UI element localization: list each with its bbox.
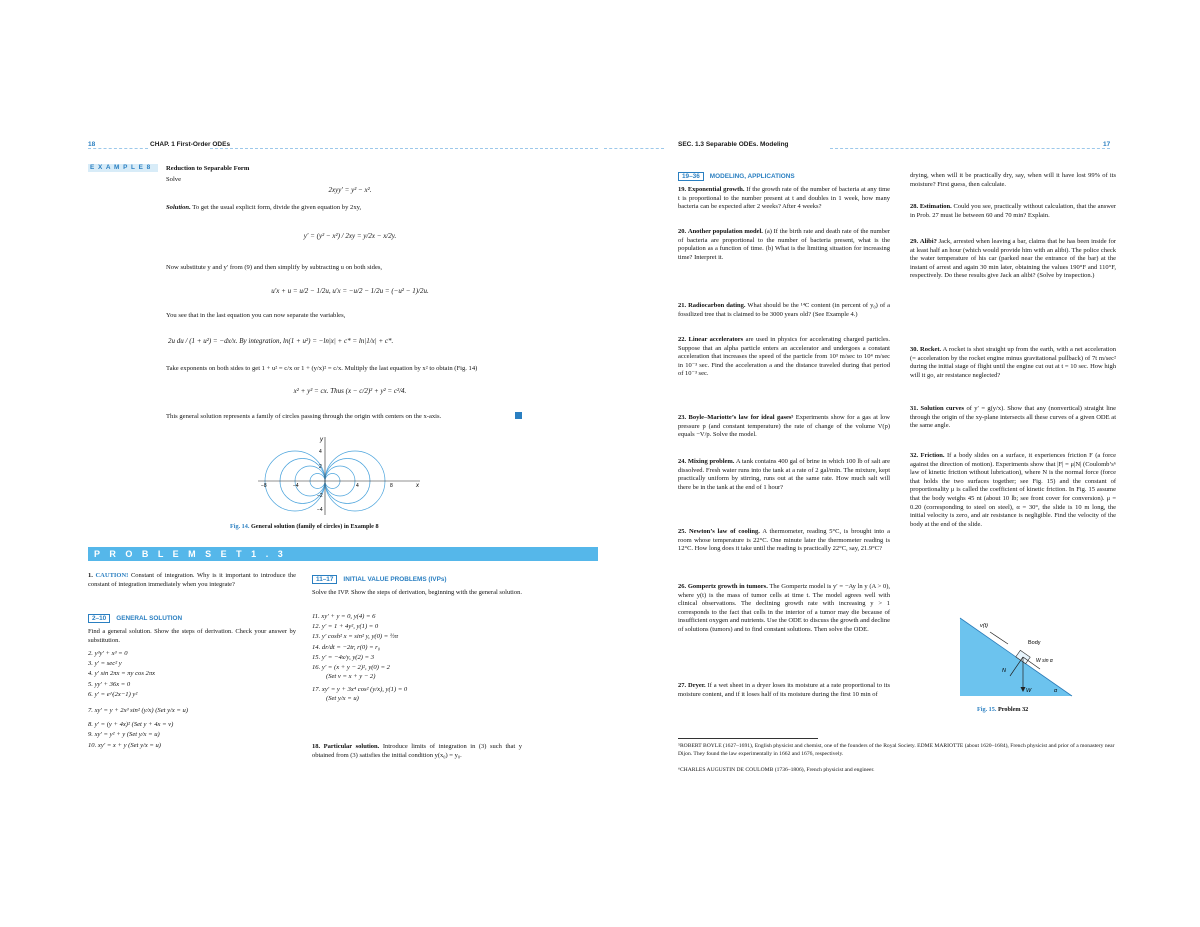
problem-number: 20. xyxy=(678,228,687,235)
problem-21 xyxy=(678,302,890,319)
problem-text: If a wet sheet in a dryer loses its moisture at a rate proportional to its moisture content, and if it loses half of its moisture during the first 10 min of xyxy=(678,682,890,698)
problem-28 xyxy=(910,203,1116,220)
problem-text: are used in physics for accelerating charged particles. Suppose that an alpha particle enters an accelerator and undergoes a constant acceleration that increases the speed of the particle from 10³ m/sec to 10⁴ m/sec in 10⁻³ sec. Find the acceleration a and the distance traveled during that period of 10⁻³ sec. xyxy=(678,336,890,378)
problem-27 xyxy=(678,682,890,699)
problem-text: (a) If the birth rate and death rate of the number of bacteria are proportional to the number of bacteria present, what is the population as a function of time. (b) What is the limiting situation for increasing time? Interpret it. xyxy=(678,228,891,261)
figure-15-caption-text: Problem 32 xyxy=(997,706,1029,713)
problem-number: 18. xyxy=(312,743,321,750)
ivp-list xyxy=(312,612,532,703)
problem-text: If the growth rate of the number of bacteria at any time t is proportional to the number present at t and doubles in 1 week, how many bacteria can be expected after 2 weeks? After 4 weeks? xyxy=(678,186,891,211)
normal-label: N xyxy=(1002,668,1006,674)
problem-25 xyxy=(678,528,890,554)
problem-item: 7. xy′ = y + 2x³ sin² (y/x) (Set y/x = u) xyxy=(88,707,189,715)
section-title: MODELING, APPLICATIONS xyxy=(709,173,795,180)
section-range: 19–36 xyxy=(678,172,704,181)
problem-text: of y′ = g(y/x). Show that any (nonvertical) straight line through the origin of the xy-plane intersects all these curves of a given ODE at the same angle. xyxy=(910,405,1116,430)
problem-title: Alibi? xyxy=(919,238,937,245)
problem-24 xyxy=(678,458,890,492)
problem-set-band: P R O B L E M S E T 1 . 3 xyxy=(88,547,598,561)
problem-hint: (Set y/x = u) xyxy=(326,695,359,703)
section-title: INITIAL VALUE PROBLEMS (IVPs) xyxy=(343,576,447,583)
weight-label: W xyxy=(1026,688,1032,694)
header-rule xyxy=(830,148,1110,149)
problem-31 xyxy=(910,405,1116,431)
problem-number: 27. xyxy=(678,682,687,689)
problem-number: 22. xyxy=(678,336,687,343)
problem-number: 30. xyxy=(910,346,919,353)
problem-item: 4. y′ sin 2πx = πy cos 2πx xyxy=(88,670,156,678)
footnote-5: ⁵ROBERT BOYLE (1627–1691), English physicist and chemist, one of the founders of the Royal Society. EDME MARIOTTE (about 1620–1684), French physicist and prior of a monastery near Dijon. They found the law experimentally in 1662 and 1676, respectively. xyxy=(678,743,1115,757)
problem-23 xyxy=(678,414,890,440)
section-range: 11–17 xyxy=(312,575,337,584)
figure-14-caption-text: General solution (family of circles) in Example 8 xyxy=(250,523,379,530)
figure-15-caption xyxy=(977,706,1028,714)
problem-number: 26. xyxy=(678,583,687,590)
problem-number: 21. xyxy=(678,302,687,309)
sin-label: W sin α xyxy=(1036,658,1053,664)
y-tick-label: 2 xyxy=(319,464,322,470)
problem-26 xyxy=(678,583,890,635)
modeling-heading xyxy=(678,172,795,181)
x-axis-label: x xyxy=(416,483,419,489)
problem-item: 11. xy′ + y = 0, y(4) = 6 xyxy=(312,613,376,620)
general-solution-instructions: Find a general solution. Show the steps of derivation. Check your answer by substitution. xyxy=(88,628,296,644)
section-range: 2–10 xyxy=(88,614,110,623)
problem-title: Rocket. xyxy=(920,346,942,353)
problem-title: Another population model. xyxy=(687,228,763,235)
problem-item: 15. y′ = −4x/y, y(2) = 3 xyxy=(312,653,375,661)
problem-text: What should be the ¹⁴C content (in percent of y₀) of a fossilized tree that is claimed to be 3000 years old? (See Example 4.) xyxy=(678,302,890,318)
problem-text: Introduce limits of integration in (3) such that y obtained from (3) satisfies the initial condition y(x₀) = y₀. xyxy=(312,743,523,759)
problem-title: Estimation. xyxy=(919,203,952,210)
problem-number: 32. xyxy=(910,452,919,459)
problem-27-continued: drying, when will it be practically dry, say, when will it have lost 99% of its moisture? First guess, then calculate. xyxy=(910,172,1116,188)
problem-item: 2. y³y′ + x³ = 0 xyxy=(88,650,128,657)
separate-text: You see that in the last equation you can now separate the variables, xyxy=(166,312,346,319)
chapter-title: CHAP. 1 First-Order ODEs xyxy=(150,141,231,148)
x-tick-label: −4 xyxy=(293,483,299,489)
equation-3: u′x + u = u/2 − 1/2u, u′x = −u/2 − 1/2u = (−u² − 1)/2u. xyxy=(271,287,429,295)
problem-title: CAUTION! xyxy=(95,572,129,579)
figure-15-incline xyxy=(950,610,1080,702)
y-tick-label: 4 xyxy=(319,449,322,455)
problem-text: A thermometer, reading 5°C, is brought into a room whose temperature is 22°C. One minute later the thermometer reading is 12°C. How long does it take until the reading is practically 22°C, say, 21.9°C? xyxy=(678,528,890,553)
problem-title: Gompertz growth in tumors. xyxy=(687,583,768,590)
angle-label: α xyxy=(1054,688,1058,694)
problem-item: 5. yy′ + 36x = 0 xyxy=(88,680,131,688)
substitute-text: Now substitute y and y′ from (9) and then simplify by subtracting u on both sides, xyxy=(166,264,383,271)
problem-title: Newton’s law of cooling. xyxy=(688,528,760,535)
problem-title: Mixing problem. xyxy=(687,458,735,465)
problem-title: Friction. xyxy=(920,452,945,459)
figure-14-circles xyxy=(250,435,425,517)
problem-text: Constant of integration. Why is it important to introduce the constant of integration immediately when you integrate? xyxy=(88,572,297,588)
exponent-text: Take exponents on both sides to get 1 + u² = c/x or 1 + (y/x)² = c/x. Multiply the last equation by x² to obtain (Fig. 14) xyxy=(166,365,478,372)
problem-text: Jack, arrested when leaving a bar, claims that he has been inside for at least half an hour (which would provide him with an alibi). The police check the water temperature of his car (parked near the entrance of the bar) at the instant of arrest and again 30 min later, obtaining the values 190°F and 110°F, respectively. Do these results give Jack an alibi? (Solve by inspection.) xyxy=(910,238,1116,280)
equation-2: y′ = (y² − x²) / 2xy = y/2x − x/2y. xyxy=(303,232,397,240)
problem-text: The Gompertz model is y′ = −Ay ln y (A > 0), where y(t) is the mass of tumor cells at time t. The model agrees well with clinical observations. The declining growth rate with increasing y > 1 corresponds to the fact that cells in the interior of a tumor may die because of insufficient oxygen and nutrients. Use the ODE to discuss the growth and decline of solutions (tumors) and to find constant solutions. Then solve the ODE. xyxy=(678,583,890,633)
problem-title: Boyle–Mariotte’s law for ideal gases⁵ xyxy=(688,414,794,421)
problem-1 xyxy=(88,572,296,589)
problem-number: 28. xyxy=(910,203,919,210)
problem-title: Dryer. xyxy=(688,682,706,689)
problem-hint: (Set v = x + y − 2) xyxy=(326,673,376,681)
figure-14-caption xyxy=(230,523,379,531)
ivp-heading xyxy=(312,575,447,584)
problem-text: A rocket is shot straight up from the earth, with a net acceleration (= acceleration by the rocket engine minus gravitational pullback) of 7t m/sec² during the initial stage of flight until the engine cut out at t = 10 sec. How high will it go, air resistance neglected? xyxy=(910,346,1116,379)
problem-number: 24. xyxy=(678,458,687,465)
problem-number: 1. xyxy=(88,572,93,579)
ivp-instructions: Solve the IVP. Show the steps of derivation, beginning with the general solution. xyxy=(312,589,522,596)
problem-text: If a body slides on a surface, it experiences friction F (a force against the direction of motion). Experiments show that |F| = μ|N| (Coulomb’s⁶ law of kinetic friction without lubrication), where N is the normal force (force that holds the two surfaces together; see Fig. 15) and the constant of proportionality μ is called the coefficient of kinetic friction. In Fig. 15 assume that the body weighs 45 nt (about 10 lb; see front cover for conversion). μ = 0.20 (corresponding to steel on steel), α = 30°, the slide is 10 m long, the initial velocity is zero, and air resistance is negligible. Find the velocity of the body at the end of the slide. xyxy=(910,452,1117,528)
x-tick-label: 4 xyxy=(356,483,359,489)
problem-item: 16. y′ = (x + y − 2)², y(0) = 2 xyxy=(312,664,390,672)
example-solve-label: Solve xyxy=(166,176,182,183)
equation-5: x² + y² = cx. Thus (x − c/2)² + y² = c²/4. xyxy=(293,387,407,395)
right-page xyxy=(600,0,1200,927)
general-solution-heading xyxy=(88,614,182,623)
header-rule xyxy=(210,148,598,149)
header-rule xyxy=(88,148,148,149)
footnote-rule xyxy=(678,738,818,739)
solution-text: To get the usual explicit form, divide the given equation by 2xy, xyxy=(192,204,362,211)
header-rule xyxy=(604,148,664,149)
x-tick-label: 8 xyxy=(390,483,393,489)
problem-title: Particular solution. xyxy=(323,743,380,750)
footnote-6: ⁶CHARLES AUGUSTIN DE COULOMB (1736–1806), French physicist and engineer. xyxy=(678,767,875,773)
velocity-label: v(t) xyxy=(980,623,988,629)
problem-title: Exponential growth. xyxy=(687,186,745,193)
solution-label: Solution. xyxy=(166,204,191,211)
problem-18 xyxy=(312,743,522,760)
right-page-number: 17 xyxy=(1103,141,1111,148)
problem-number: 29. xyxy=(910,238,919,245)
problem-text: Experiments show for a gas at low pressure p (and constant temperature) the rate of change of the volume V(p) equals −V/p. Solve the model. xyxy=(678,414,890,439)
end-of-example-square xyxy=(515,412,522,419)
y-axis-label: y xyxy=(320,437,323,443)
body-label: Body xyxy=(1028,640,1041,646)
problem-item: 9. xy′ = y² + y (Set y/x = u) xyxy=(88,731,160,739)
problem-number: 25. xyxy=(678,528,687,535)
example-title: Reduction to Separable Form xyxy=(166,165,250,172)
problem-title: Linear accelerators xyxy=(688,336,744,343)
problem-item: 12. y′ = 1 + 4y², y(1) = 0 xyxy=(312,623,379,631)
problem-number: 19. xyxy=(678,186,687,193)
problem-20 xyxy=(678,228,890,262)
problem-item: 3. y′ = sec² y xyxy=(88,660,122,668)
section-header: SEC. 1.3 Separable ODEs. Modeling xyxy=(678,141,789,148)
problem-item: 8. y′ = (y + 4x)² (Set y + 4x = v) xyxy=(88,721,174,729)
figure-15-caption-label: Fig. 15. xyxy=(977,706,997,713)
x-tick-label: −8 xyxy=(261,483,267,489)
solution-line xyxy=(166,203,586,212)
problem-29 xyxy=(910,238,1116,281)
problem-text: Could you see, practically without calculation, that the answer in Prob. 27 must lie between 60 and 70 min? Explain. xyxy=(910,203,1117,219)
problem-22 xyxy=(678,336,890,379)
figure-14-caption-label: Fig. 14. xyxy=(230,523,250,530)
y-tick-label: −2 xyxy=(317,493,323,499)
problem-32 xyxy=(910,452,1116,529)
left-page-number: 18 xyxy=(88,141,96,148)
problem-number: 23. xyxy=(678,414,687,421)
problem-title: Radiocarbon dating. xyxy=(688,302,746,309)
problem-title: Solution curves xyxy=(920,405,965,412)
problem-item: 17. xy′ = y + 3x⁴ cos² (y/x), y(1) = 0 xyxy=(312,686,408,694)
equation-4: 2u du / (1 + u²) = −dx/x. By integration, ln(1 + u²) = −ln|x| + c* = ln|1/x| + c*. xyxy=(168,337,394,345)
section-title: GENERAL SOLUTION xyxy=(116,615,183,622)
problem-30 xyxy=(910,346,1116,380)
conclusion-text: This general solution represents a family of circles passing through the origin with centers on the x-axis. xyxy=(166,413,442,420)
problem-item: 10. xy′ = x + y (Set y/x = u) xyxy=(88,741,162,749)
problem-19 xyxy=(678,186,890,212)
example-tag: E X A M P L E 8 xyxy=(90,164,152,171)
problem-number: 31. xyxy=(910,405,919,412)
problem-item: 13. y′ cosh² x = sin² y, y(0) = ½π xyxy=(312,633,399,641)
y-tick-label: −4 xyxy=(317,507,323,513)
problem-text: A tank contains 400 gal of brine in which 100 lb of salt are dissolved. Fresh water runs into the tank at a rate of 2 gal/min. The mixture, kept practically uniform by stirring, runs out at the same rate. How much salt will there be in the tank at the end of 1 hour? xyxy=(678,458,891,491)
problem-item: 6. y′ = e^(2x−1) y² xyxy=(88,690,138,698)
equation-1: 2xyy′ = y² − x². xyxy=(328,186,372,194)
general-solution-list xyxy=(88,649,298,751)
problem-item: 14. dr/dt = −2tr, r(0) = r₀ xyxy=(312,643,381,651)
